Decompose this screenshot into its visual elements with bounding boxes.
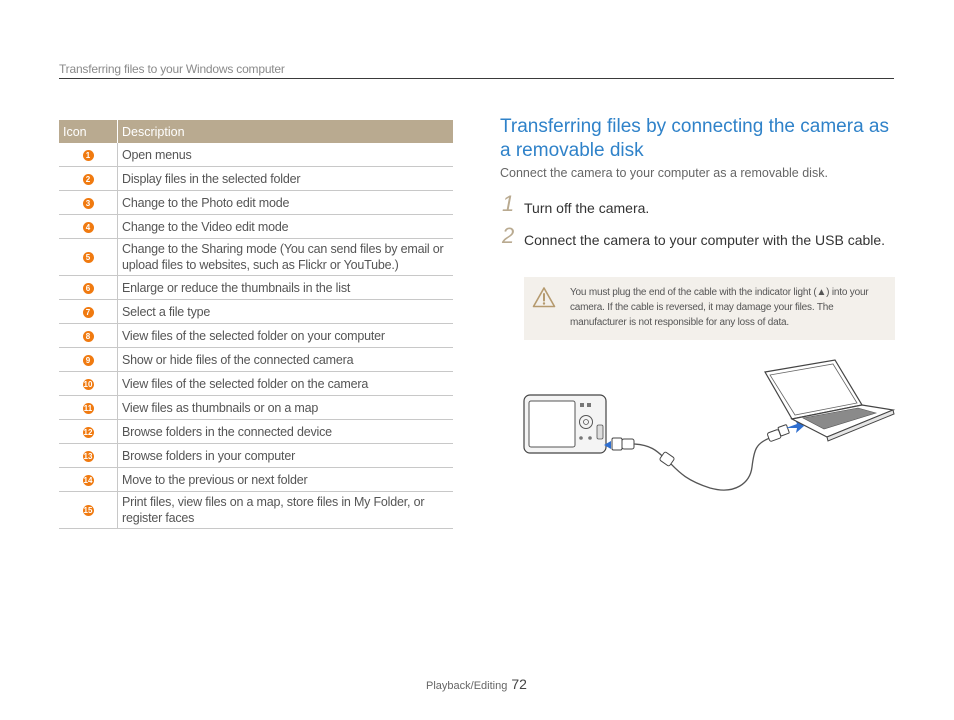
row-description: View files of the selected folder on your computer	[118, 324, 454, 348]
number-badge-icon: 8	[83, 331, 94, 342]
step-number: 1	[502, 191, 515, 216]
row-description: Select a file type	[118, 300, 454, 324]
section-intro: Connect the camera to your computer as a removable disk.	[500, 166, 828, 180]
number-badge-icon: 10	[83, 379, 93, 389]
row-description: Move to the previous or next folder	[118, 468, 454, 492]
camera-to-laptop-illustration	[520, 355, 900, 495]
number-badge-icon: 2	[83, 174, 94, 185]
number-badge-icon: 11	[83, 403, 93, 413]
caution-note	[524, 277, 895, 340]
page-footer	[426, 676, 527, 692]
number-badge-icon: 3	[83, 198, 94, 209]
table-row	[59, 191, 453, 215]
row-description: Browse folders in your computer	[118, 444, 454, 468]
header-icon: Icon	[59, 120, 118, 143]
number-badge-icon: 7	[83, 307, 94, 318]
table-row	[59, 372, 453, 396]
table-row	[59, 468, 453, 492]
row-description: View files as thumbnails or on a map	[118, 396, 454, 420]
footer-section: Playback/Editing	[426, 680, 508, 692]
usb-cable	[634, 438, 770, 490]
header-description: Description	[118, 120, 454, 143]
number-badge-icon: 13	[83, 451, 93, 461]
number-badge-icon: 6	[83, 283, 94, 294]
row-description: Browse folders in the connected device	[118, 420, 454, 444]
section-title: Transferring files by connecting the camera as a removable disk	[500, 116, 889, 161]
table-row	[59, 167, 453, 191]
row-description: Enlarge or reduce the thumbnails in the list	[118, 276, 454, 300]
camera-illustration	[524, 395, 606, 453]
step-number: 2	[502, 223, 515, 248]
note-text: You must plug the end of the cable with the indicator light (▲) into your camera. If the cable is reversed, it may damage your files. The manufacturer is not responsible for any loss of data.	[570, 287, 869, 328]
row-description: View files of the selected folder on the camera	[118, 372, 454, 396]
running-head: Transferring files to your Windows computer	[59, 62, 894, 79]
number-badge-icon: 4	[83, 222, 94, 233]
number-badge-icon: 12	[83, 427, 93, 437]
page-number: 72	[511, 676, 527, 692]
row-description: Change to the Photo edit mode	[118, 191, 454, 215]
row-description: Display files in the selected folder	[118, 167, 454, 191]
row-description: Change to the Sharing mode (You can send files by email or upload files to websites, such as Flickr or YouTube.)	[118, 239, 454, 276]
warning-triangle-icon	[532, 286, 556, 308]
number-badge-icon: 9	[83, 355, 94, 366]
table-row	[59, 444, 453, 468]
table-row	[59, 300, 453, 324]
row-description: Open menus	[118, 143, 454, 167]
step-text: Connect the camera to your computer with the USB cable.	[524, 232, 886, 248]
table-row	[59, 239, 453, 276]
number-badge-icon: 1	[83, 150, 94, 161]
ferrite-bead	[659, 451, 675, 466]
table-row	[59, 276, 453, 300]
number-badge-icon: 15	[83, 506, 93, 516]
table-row	[59, 420, 453, 444]
table-row	[59, 492, 453, 529]
table-row	[59, 396, 453, 420]
number-badge-icon: 5	[83, 252, 94, 263]
row-description: Print files, view files on a map, store files in My Folder, or register faces	[118, 492, 454, 529]
table-row	[59, 348, 453, 372]
step-2	[500, 223, 895, 251]
table-row	[59, 143, 453, 167]
row-description: Show or hide files of the connected camera	[118, 348, 454, 372]
row-description: Change to the Video edit mode	[118, 215, 454, 239]
step-text: Turn off the camera.	[524, 200, 650, 216]
step-1	[500, 191, 895, 219]
usb-plug-camera	[604, 438, 634, 450]
table-header-row	[59, 120, 453, 143]
table-row	[59, 324, 453, 348]
table-row	[59, 215, 453, 239]
number-badge-icon: 14	[83, 475, 93, 485]
icon-description-table	[59, 120, 453, 529]
